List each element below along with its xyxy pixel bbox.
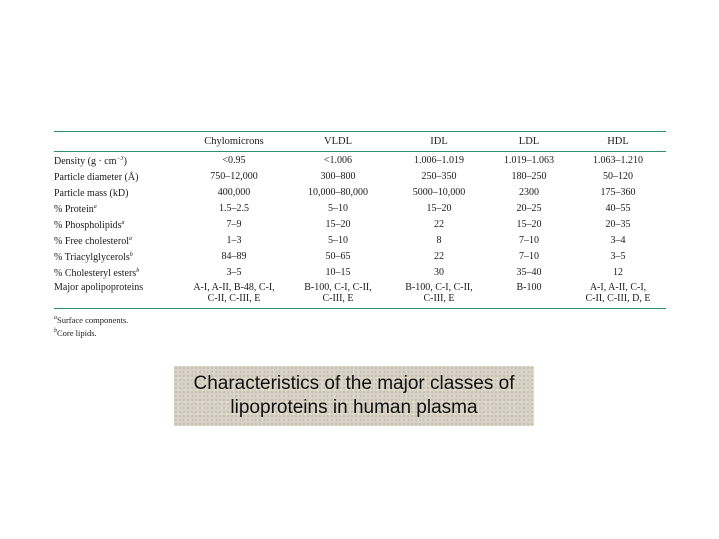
row-label bbox=[54, 152, 182, 169]
table-cell: 7–10 bbox=[519, 234, 539, 246]
row-label bbox=[54, 200, 182, 216]
table-cell: 15–20 bbox=[325, 218, 351, 230]
table-cell: 22 bbox=[434, 218, 444, 230]
table-row bbox=[54, 264, 666, 280]
table-cell: 15–20 bbox=[516, 218, 542, 230]
row-label-text: Density (g · cm bbox=[54, 155, 117, 167]
table-cell: 750–12,000 bbox=[210, 170, 258, 182]
table-cell: <0.95 bbox=[222, 154, 246, 166]
table-cell: 3–5 bbox=[226, 266, 242, 278]
footnote-mark: b bbox=[54, 328, 57, 334]
row-label-text: % Free cholesterol bbox=[54, 235, 129, 247]
table-row bbox=[54, 232, 666, 248]
table-header-row bbox=[54, 132, 666, 152]
footnotes bbox=[54, 313, 666, 339]
table-cell bbox=[570, 280, 666, 309]
header-cell: IDL bbox=[430, 136, 448, 147]
table-row bbox=[54, 152, 666, 169]
cell-line: B-100, C-I, C-II, bbox=[405, 282, 473, 293]
row-label: Major apolipoproteins bbox=[54, 282, 144, 293]
header-cell: Chylomicrons bbox=[204, 136, 264, 147]
table-cell: 400,000 bbox=[217, 186, 251, 198]
footnote bbox=[54, 313, 666, 326]
row-label bbox=[54, 216, 182, 232]
lipoprotein-table bbox=[54, 131, 666, 309]
table-cell: 1.5–2.5 bbox=[219, 202, 249, 214]
table-cell: 30 bbox=[434, 266, 444, 278]
row-label-text: % Phospholipids bbox=[54, 219, 122, 231]
table-cell: 35–40 bbox=[516, 266, 542, 278]
table-row bbox=[54, 216, 666, 232]
row-label-sup: −3 bbox=[116, 155, 124, 162]
table-cell: 50–65 bbox=[325, 250, 351, 262]
row-label-sup: b bbox=[129, 251, 133, 258]
table-cell: 250–350 bbox=[421, 170, 457, 182]
table-cell: 175–360 bbox=[600, 186, 636, 198]
row-label bbox=[54, 184, 182, 200]
row-label-text: Particle diameter (Å) bbox=[54, 171, 139, 183]
table-cell: 5–10 bbox=[328, 234, 348, 246]
header-cell: LDL bbox=[518, 136, 540, 147]
row-label-sup: a bbox=[121, 219, 125, 226]
row-label-tail: ) bbox=[123, 155, 127, 167]
table-cell: 15–20 bbox=[426, 202, 452, 214]
table-cell: 12 bbox=[613, 266, 623, 278]
header-cell bbox=[54, 132, 182, 152]
footnote-text: Surface components. bbox=[57, 315, 129, 325]
table-cell: 10–15 bbox=[325, 266, 351, 278]
table-cell: 1–3 bbox=[226, 234, 242, 246]
slide-caption bbox=[174, 366, 534, 426]
table-row bbox=[54, 184, 666, 200]
cell-line: A-I, A-II, B-48, C-I, bbox=[193, 282, 275, 293]
row-label-sup: a bbox=[128, 235, 132, 242]
footnote bbox=[54, 326, 666, 339]
header-cell: HDL bbox=[607, 136, 629, 147]
row-label bbox=[54, 232, 182, 248]
row-label bbox=[54, 248, 182, 264]
caption-line: Characteristics of the major classes of bbox=[193, 373, 515, 394]
cell-line: A-I, A-II, C-I, bbox=[589, 282, 647, 293]
footnote-mark: a bbox=[54, 315, 57, 321]
table-cell: 8 bbox=[436, 234, 442, 246]
table-cell: 180–250 bbox=[511, 170, 547, 182]
table-cell bbox=[182, 280, 286, 309]
table-body bbox=[54, 152, 666, 309]
table-cell: 3–4 bbox=[610, 234, 626, 246]
table-cell: 20–35 bbox=[605, 218, 631, 230]
table-cell: 2300 bbox=[519, 186, 539, 198]
table-cell: 1.006–1.019 bbox=[414, 154, 464, 166]
row-label-text: % Cholesteryl esters bbox=[54, 267, 137, 279]
footnote-text: Core lipids. bbox=[57, 328, 97, 338]
table-cell bbox=[286, 280, 390, 309]
table-row bbox=[54, 200, 666, 216]
table-cell: 7–10 bbox=[519, 250, 539, 262]
table-cell: 1.019–1.063 bbox=[504, 154, 554, 166]
table-cell: 7–9 bbox=[226, 218, 242, 230]
row-label-sup: b bbox=[136, 267, 140, 274]
caption-line: lipoproteins in human plasma bbox=[230, 397, 478, 418]
table-cell: 84–89 bbox=[221, 250, 247, 262]
row-label-sup: a bbox=[93, 203, 97, 210]
table-cell: 3–5 bbox=[610, 250, 626, 262]
table-cell: <1.006 bbox=[323, 154, 353, 166]
header-cell: VLDL bbox=[324, 136, 352, 147]
table-row bbox=[54, 168, 666, 184]
table-cell: 5000–10,000 bbox=[412, 186, 466, 198]
table-cell: 20–25 bbox=[516, 202, 542, 214]
table-cell bbox=[488, 280, 570, 309]
cell-line: C-III, E bbox=[423, 293, 455, 304]
table-cell: 5–10 bbox=[328, 202, 348, 214]
row-label-text: % Protein bbox=[54, 203, 94, 215]
table-cell: 10,000–80,000 bbox=[308, 186, 368, 198]
table-cell: 40–55 bbox=[605, 202, 631, 214]
cell-line: C-II, C-III, E bbox=[207, 293, 261, 304]
cell-line: C-II, C-III, D, E bbox=[585, 293, 651, 304]
table-row bbox=[54, 280, 666, 309]
table-row bbox=[54, 248, 666, 264]
table-cell: 22 bbox=[434, 250, 444, 262]
cell-line: B-100 bbox=[516, 282, 542, 293]
row-label bbox=[54, 168, 182, 184]
table-cell: 50–120 bbox=[603, 170, 633, 182]
lipoprotein-table-container bbox=[54, 131, 666, 339]
row-label bbox=[54, 264, 182, 280]
cell-line: B-100, C-I, C-II, bbox=[304, 282, 372, 293]
row-label-text: Particle mass (kD) bbox=[54, 187, 129, 199]
table-cell bbox=[390, 280, 488, 309]
cell-line: C-III, E bbox=[322, 293, 354, 304]
row-label-text: % Triacylglycerols bbox=[54, 251, 130, 263]
table-cell: 1.063–1.210 bbox=[593, 154, 643, 166]
table-cell: 300–800 bbox=[320, 170, 356, 182]
